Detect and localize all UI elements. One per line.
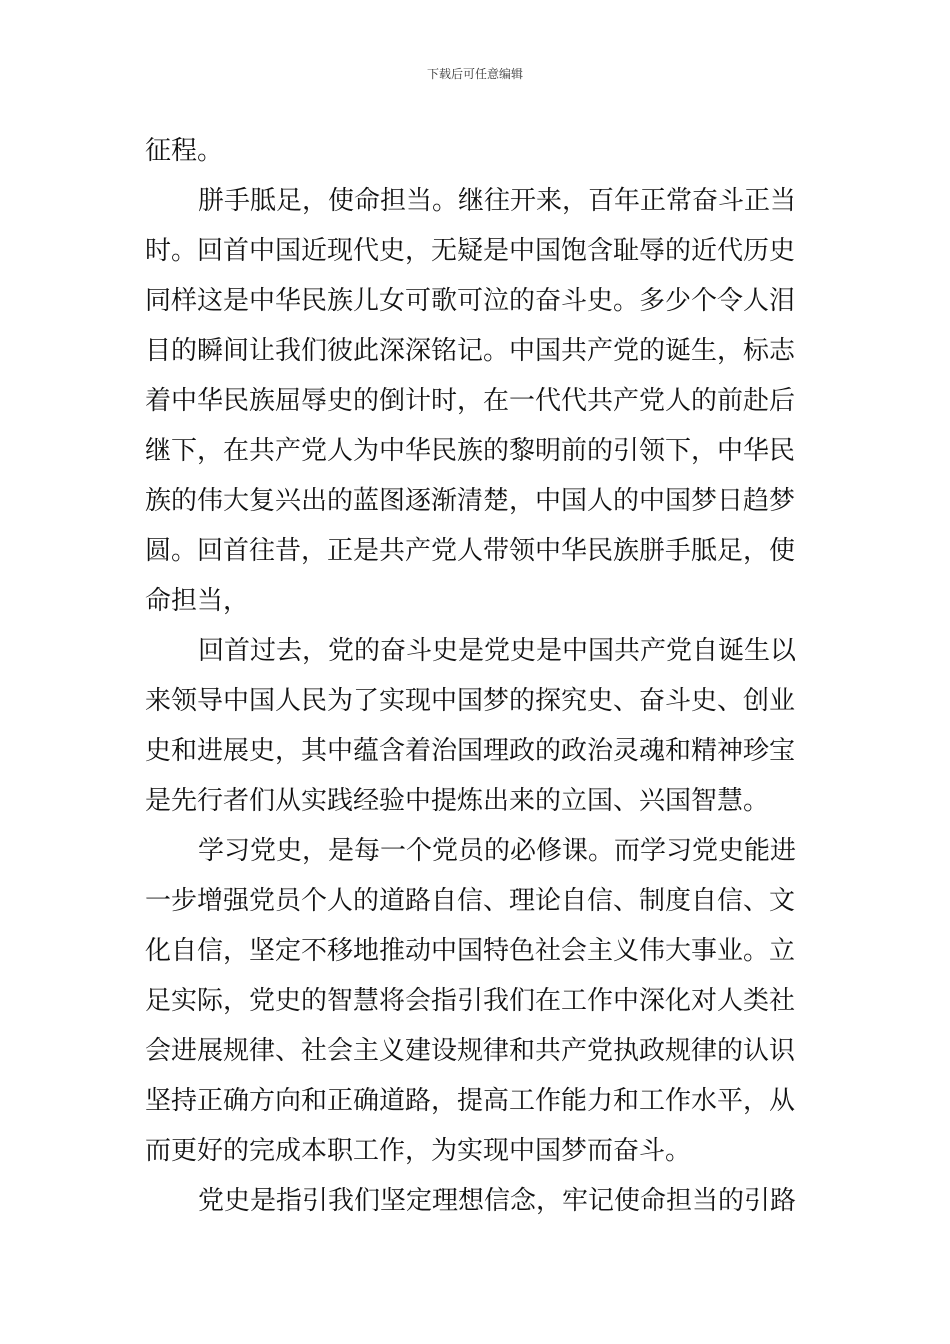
text-line: 时。回首中国近现代史，无疑是中国饱含耻辱的近代历史 (145, 236, 796, 266)
text-line: 坚持正确方向和正确道路，提高工作能力和工作水平，从 (145, 1086, 796, 1116)
text-line: 足实际，党史的智慧将会指引我们在工作中深化对人类社 (145, 986, 796, 1016)
text-line: 回首过去，党的奋斗史是党史是中国共产党自诞生以 (198, 636, 797, 666)
document-body (145, 126, 805, 1226)
text-line: 族的伟大复兴出的蓝图逐渐清楚，中国人的中国梦日趋梦 (145, 486, 796, 516)
page-header-note: 下载后可任意编辑 (426, 67, 523, 81)
text-line: 来领导中国人民为了实现中国梦的探究史、奋斗史、创业 (145, 686, 796, 716)
text-line: 胼手胝足，使命担当。继往开来，百年正常奋斗正当 (198, 186, 797, 216)
text-line: 继下，在共产党人为中华民族的黎明前的引领下，中华民 (145, 436, 796, 466)
text-line: 史和进展史，其中蕴含着治国理政的政治灵魂和精神珍宝 (145, 736, 796, 766)
text-line: 是先行者们从实践经验中提炼出来的立国、兴国智慧。 (145, 786, 770, 816)
text-line: 同样这是中华民族儿女可歌可泣的奋斗史。多少个令人泪 (145, 286, 796, 316)
text-line: 圆。回首往昔，正是共产党人带领中华民族胼手胝足，使 (145, 536, 796, 566)
text-line: 会进展规律、社会主义建设规律和共产党执政规律的认识 (145, 1036, 796, 1066)
text-line: 而更好的完成本职工作，为实现中国梦而奋斗。 (145, 1136, 692, 1166)
text-line: 一步增强党员个人的道路自信、理论自信、制度自信、文 (145, 886, 796, 916)
text-line: 着中华民族屈辱史的倒计时，在一代代共产党人的前赴后 (145, 386, 796, 416)
text-line: 征程。 (145, 136, 224, 166)
text-line: 党史是指引我们坚定理想信念，牢记使命担当的引路 (198, 1186, 797, 1216)
text-line: 目的瞬间让我们彼此深深铭记。中国共产党的诞生，标志 (145, 336, 796, 366)
text-line: 命担当， (145, 586, 250, 616)
text-line: 化自信，坚定不移地推动中国特色社会主义伟大事业。立 (145, 936, 796, 966)
text-line: 学习党史，是每一个党员的必修课。而学习党史能进 (198, 836, 797, 866)
